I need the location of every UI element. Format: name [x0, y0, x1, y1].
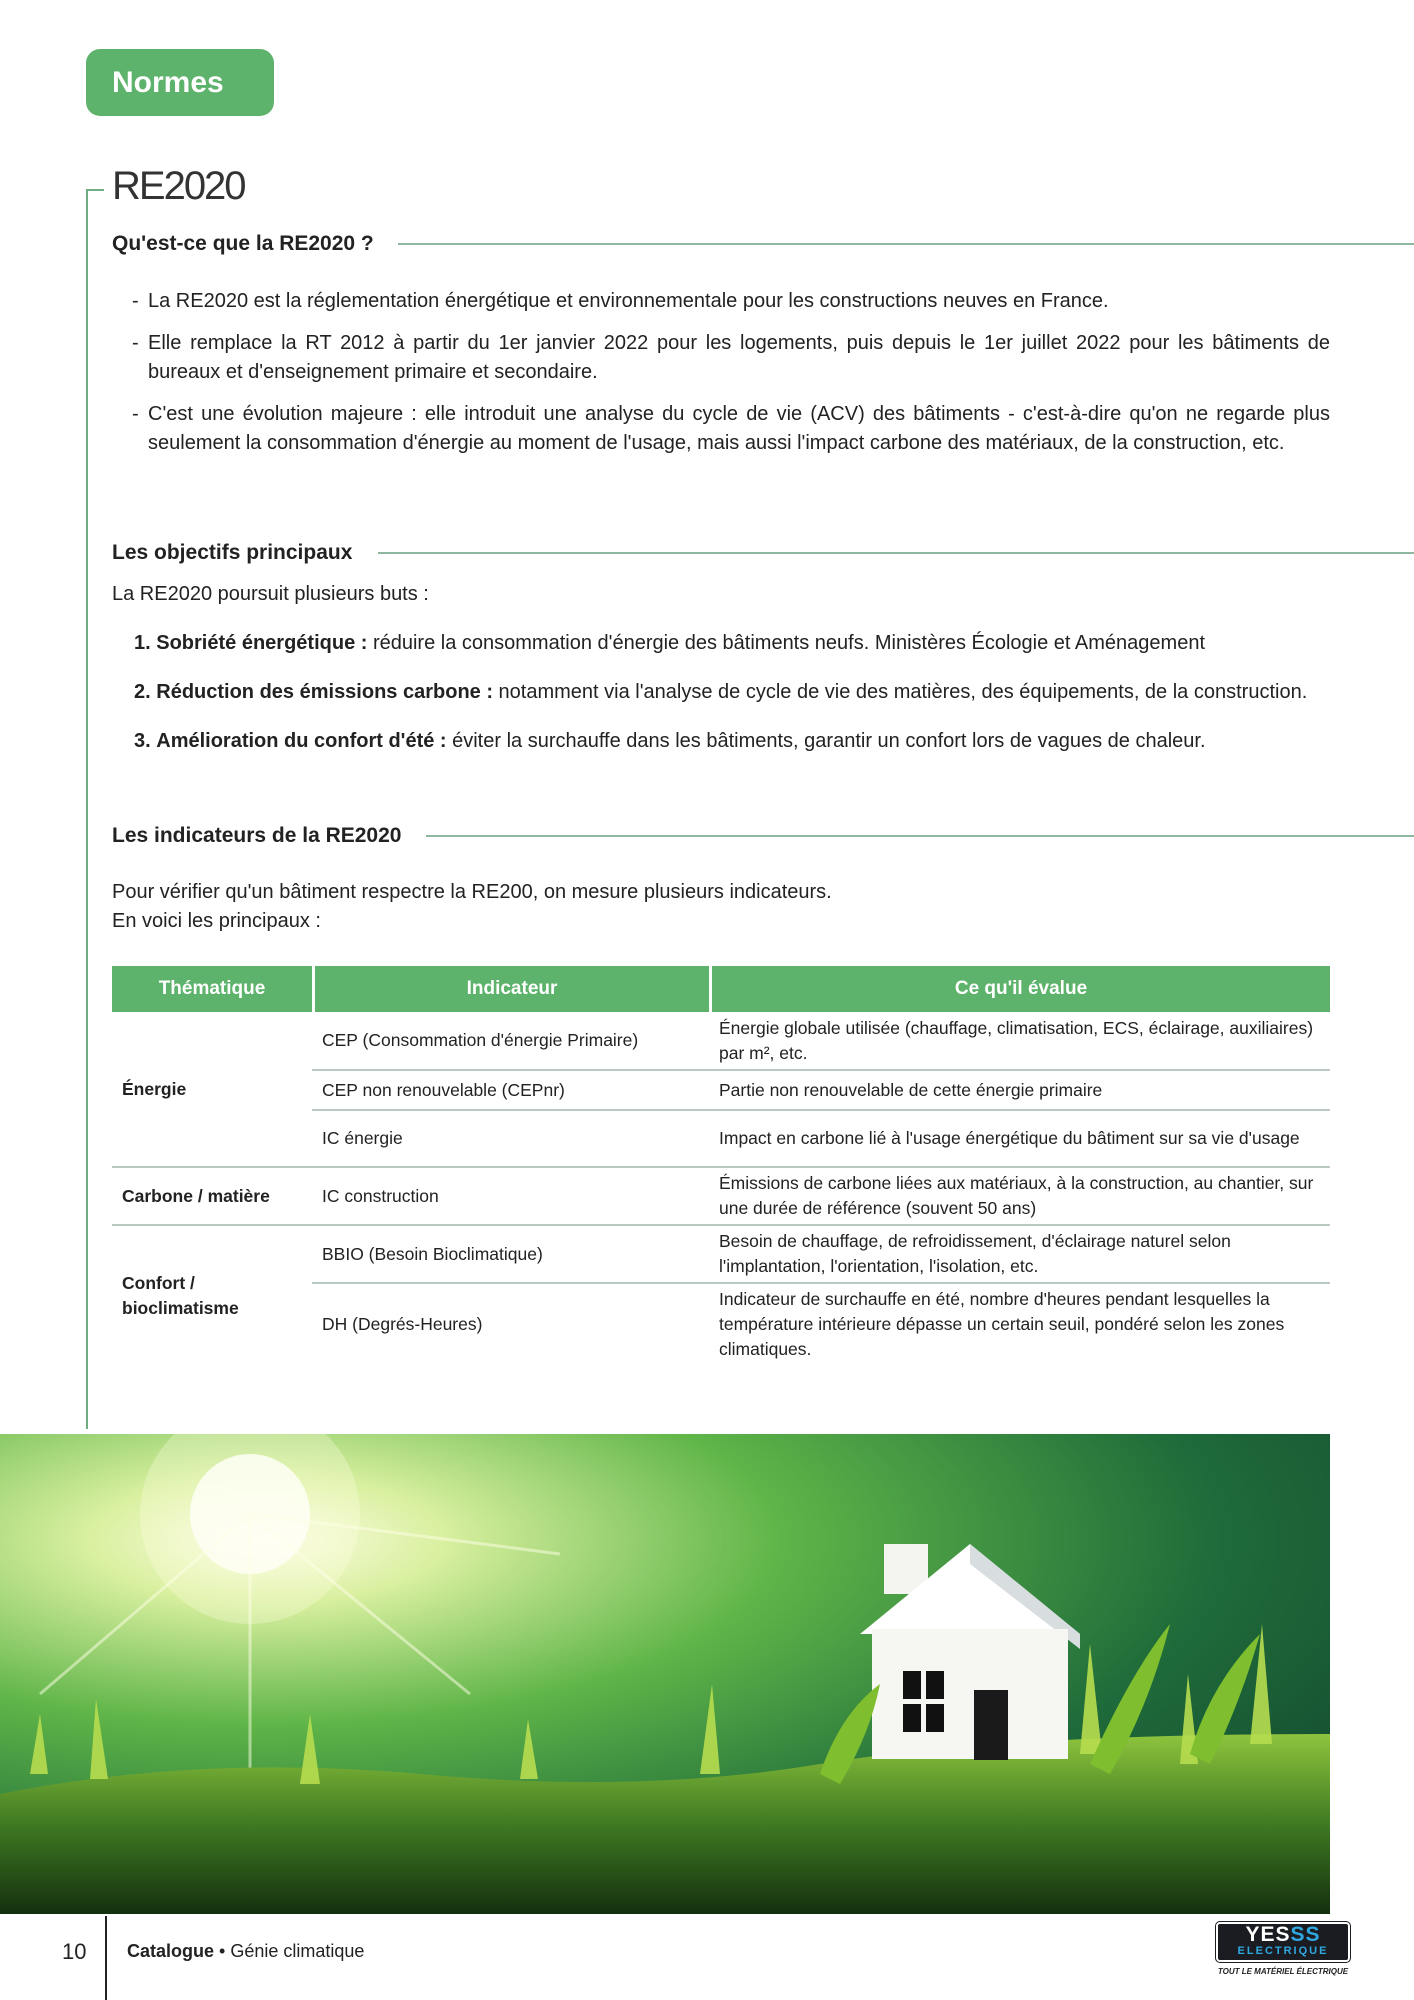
table-row: [112, 1012, 1330, 1069]
heading-indicators: Les indicateurs de la RE2020: [112, 824, 402, 847]
evaluates-cell: Indicateur de surchauffe en été, nombre d'heures pendant lesquelles la température intérieure dépasse un certain seuil, pondéré selon les zones climatiques.: [709, 1282, 1330, 1365]
page-title: RE2020: [112, 164, 245, 208]
theme-cell: Carbone / matière: [112, 1166, 312, 1224]
eco-house-photo: [0, 1434, 1330, 1914]
margin-rule-tick: [86, 189, 104, 191]
page-number: 10: [62, 1939, 87, 1964]
indicators-intro: Pour vérifier qu'un bâtiment respectre la RE200, on mesure plusieurs indicateurs. En voici les principaux :: [112, 881, 832, 932]
footer-divider: [105, 1916, 107, 2000]
column-header-theme: Thématique: [112, 966, 312, 1012]
table-header-row: [112, 966, 1330, 1012]
yesss-logo: YESSS ELECTRIQUE: [1216, 1922, 1350, 1962]
indicator-cell: CEP (Consommation d'énergie Primaire): [322, 1030, 639, 1050]
evaluates-cell: Partie non renouvelable de cette énergie primaire: [709, 1069, 1330, 1109]
list-item: 3. Amélioration du confort d'été : éviter la surchauffe dans les bâtiments, garantir un confort lors de vagues de chaleur.: [134, 730, 1206, 752]
heading-rule: [378, 552, 1414, 554]
indicator-cell: IC construction: [312, 1166, 709, 1224]
heading-what-is-re2020: Qu'est-ce que la RE2020 ?: [112, 232, 374, 255]
list-item: - Elle remplace la RT 2012 à partir du 1er janvier 2022 pour les logements, puis depuis le 1er juillet 2022 pour les bâtiments de bureaux et d'enseignement primaire et secondaire.: [132, 332, 1330, 383]
footer-breadcrumb: Catalogue • Génie climatique: [127, 1941, 365, 1961]
definition-list: [132, 287, 1330, 471]
heading-rule: [426, 835, 1414, 837]
indicator-cell: IC énergie: [312, 1109, 709, 1166]
list-item: - C'est une évolution majeure : elle introduit une analyse du cycle de vie (ACV) des bâtiments - c'est-à-dire qu'on ne regarde plus seulement la consommation d'énergie au moment de l'usage, mais aussi l'impact carbone des matériaux, de la construction, etc.: [132, 403, 1330, 454]
objectives-intro: La RE2020 poursuit plusieurs buts :: [112, 583, 429, 605]
evaluates-cell: Énergie globale utilisée (chauffage, climatisation, ECS, éclairage, auxiliaires) par m², etc.: [719, 1017, 1314, 1063]
table-row: [112, 1224, 1330, 1282]
heading-objectives: Les objectifs principaux: [112, 541, 353, 564]
heading-rule: [398, 243, 1414, 245]
logo-tagline: TOUT LE MATÉRIEL ÉLECTRIQUE: [1217, 1967, 1349, 1976]
indicator-cell: BBIO (Besoin Bioclimatique): [312, 1224, 709, 1282]
objectives-list: [134, 629, 1334, 776]
evaluates-cell: Besoin de chauffage, de refroidissement, d'éclairage naturel selon l'implantation, l'orientation, l'isolation, etc.: [709, 1224, 1330, 1282]
evaluates-cell: Impact en carbone lié à l'usage énergétique du bâtiment sur sa vie d'usage: [709, 1109, 1330, 1166]
section-tab-normes: Normes: [86, 49, 274, 116]
indicators-table: [112, 966, 1330, 1365]
indicator-cell: DH (Degrés-Heures): [312, 1282, 709, 1365]
list-item: 1. Sobriété énergétique : réduire la consommation d'énergie des bâtiments neufs. Ministères Écologie et Aménagement: [134, 632, 1206, 654]
column-header-evaluates: Ce qu'il évalue: [709, 966, 1330, 1012]
margin-rule: [86, 189, 88, 1429]
evaluates-cell: Émissions de carbone liées aux matériaux, à la construction, au chantier, sur une durée de référence (souvent 50 ans): [709, 1166, 1330, 1224]
theme-cell: Confort / bioclimatisme: [112, 1224, 312, 1365]
indicator-cell: CEP non renouvelable (CEPnr): [312, 1069, 709, 1109]
list-item: 2. Réduction des émissions carbone : notamment via l'analyse de cycle de vie des matières, des équipements, de la construction.: [134, 681, 1308, 703]
list-item: - La RE2020 est la réglementation énergétique et environnementale pour les constructions neuves en France.: [132, 290, 1109, 312]
column-header-indicator: Indicateur: [312, 966, 709, 1012]
table-row: [112, 1166, 1330, 1224]
theme-cell: Énergie: [122, 1078, 187, 1099]
